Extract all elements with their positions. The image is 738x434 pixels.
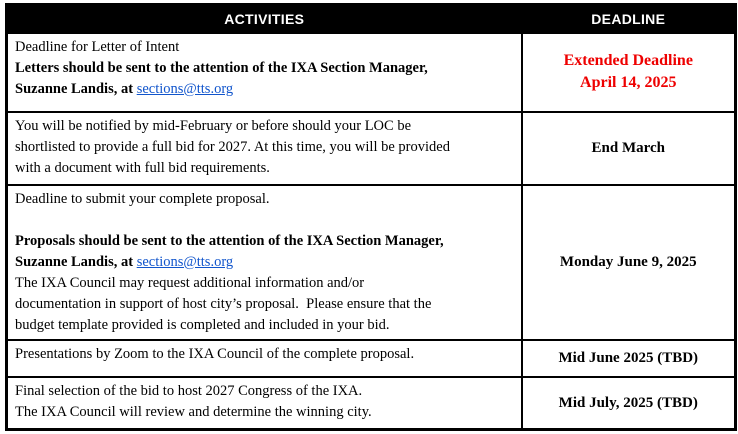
activity-text: The IXA Council will review and determine the winning city. xyxy=(15,403,372,420)
activity-text: Letters should be sent to the attention of the IXA Section Manager, xyxy=(15,59,428,76)
activity-cell-zoom-presentations xyxy=(7,340,522,377)
activity-line xyxy=(15,344,517,365)
activity-text: Proposals should be sent to the attention of the IXA Section Manager, xyxy=(15,232,444,249)
activity-text: Final selection of the bid to host 2027 Congress of the IXA. xyxy=(15,382,363,399)
activity-line xyxy=(15,158,517,179)
activity-text: Suzanne Landis, at xyxy=(15,80,137,97)
activity-line xyxy=(15,137,517,158)
table-row-final-selection xyxy=(7,377,736,430)
header-row xyxy=(7,5,736,33)
activity-text: Deadline to submit your complete proposal. xyxy=(15,190,270,207)
deadline-column-header: DEADLINE xyxy=(522,5,736,33)
activity-line xyxy=(15,273,517,294)
activity-line xyxy=(15,58,517,79)
deadline-text: End March xyxy=(591,140,665,156)
activity-text: with a document with full bid requirements. xyxy=(15,159,270,176)
deadline-cell-letter-of-intent xyxy=(522,33,736,112)
activity-line xyxy=(15,315,517,336)
deadline-cell-final-selection xyxy=(522,377,736,430)
activity-line xyxy=(15,231,517,252)
email-link[interactable]: sections@tts.org xyxy=(136,253,234,270)
activity-cell-complete-proposal xyxy=(7,185,522,340)
activity-line xyxy=(15,252,517,273)
activity-line xyxy=(15,381,517,402)
table-row-complete-proposal xyxy=(7,185,736,340)
activity-text: Presentations by Zoom to the IXA Council of the complete proposal. xyxy=(15,345,415,362)
deadline-cell-shortlist-notification xyxy=(522,112,736,185)
activity-text: documentation in support of host city’s proposal. Please ensure that the xyxy=(15,295,432,312)
activity-line xyxy=(15,37,517,58)
activity-text: You will be notified by mid-February or before should your LOC be xyxy=(15,117,412,134)
deadline-text: Mid June 2025 (TBD) xyxy=(558,350,699,366)
schedule-table xyxy=(5,3,737,431)
activity-line xyxy=(15,210,517,231)
schedule-table-body xyxy=(7,33,736,430)
deadline-text: Monday June 9, 2025 xyxy=(559,254,697,270)
email-link[interactable]: sections@tts.org xyxy=(136,80,234,97)
activity-line xyxy=(15,294,517,315)
activity-line xyxy=(15,79,517,100)
deadline-cell-zoom-presentations xyxy=(522,340,736,377)
table-row-letter-of-intent xyxy=(7,33,736,112)
activity-text: shortlisted to provide a full bid for 2027. At this time, you will be provided xyxy=(15,138,450,155)
activity-line xyxy=(15,189,517,210)
deadline-cell-complete-proposal xyxy=(522,185,736,340)
table-row-zoom-presentations xyxy=(7,340,736,377)
activity-cell-letter-of-intent xyxy=(7,33,522,112)
deadline-text: Extended Deadline xyxy=(563,52,693,69)
activity-cell-final-selection xyxy=(7,377,522,430)
activities-column-header: ACTIVITIES xyxy=(7,5,522,33)
activity-text: budget template provided is completed and included in your bid. xyxy=(15,316,390,333)
schedule-table-header xyxy=(7,5,736,33)
table-row-shortlist-notification xyxy=(7,112,736,185)
activity-text: The IXA Council may request additional information and/or xyxy=(15,274,365,291)
deadline-text: Mid July, 2025 (TBD) xyxy=(558,394,698,411)
activity-text: Deadline for Letter of Intent xyxy=(15,38,180,55)
activity-text: Suzanne Landis, at xyxy=(15,253,137,270)
deadline-text: April 14, 2025 xyxy=(580,74,677,91)
activity-line xyxy=(15,402,517,423)
activity-cell-shortlist-notification xyxy=(7,112,522,185)
activity-line xyxy=(15,116,517,137)
